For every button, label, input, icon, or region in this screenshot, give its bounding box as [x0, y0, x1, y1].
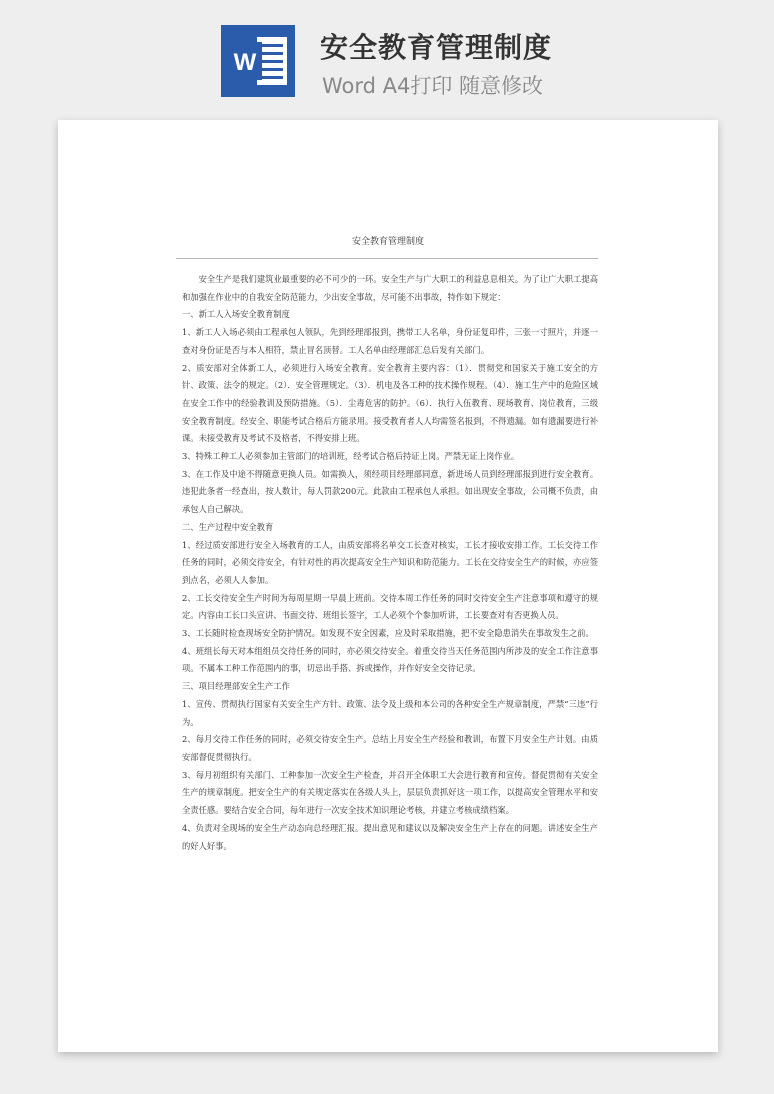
- document-paragraph: 1、新工人入场必须由工程承包人领队，先到经理部报到，携带工人名单，身份证复印件，三张一寸照片，并逐一查对身份证是否与本人相符，禁止冒名顶替。工人名单由经理部汇总后发有关部门。: [182, 327, 598, 355]
- page-title: 安全教育管理制度: [320, 31, 553, 64]
- document-paragraph: 安全生产是我们建筑业最重要的必不可少的一环。安全生产与广大职工的利益息息相关。为了让广大职工提高和加强在作业中的自我安全防范能力，少出安全事故，尽可能不出事故，特作如下规定：: [182, 274, 598, 302]
- document-paragraph: 3、在工作及中途不得随意更换人员。如需换人，须经项目经理部同意，新进场人员到经理部报到进行安全教育。违犯此条者一经查出，按人数计，每人罚款200元。此款由工程承包人承担。如出现安全事故，公司概不负责，由承包人自己解决。: [182, 468, 598, 515]
- document-page: [58, 120, 718, 1052]
- document-paragraph: 2、质安部对全体新工人，必须进行入场安全教育。安全教育主要内容：（1）．贯彻党和国家关于施工安全的方针、政策、法令的规定。（2）．安全管理规定。（3）．机电及各工种的技术操作规程。（4）．施工生产中的危险区域在安全工作中的经验教训及预防措施。（5）．尘毒危害的防护。（6）．执行入伍教育、现场教育、岗位教育，三级安全教育制度。经安全、职能考试合格后方能录用。接受教育者人人均需签名报到，不得遗漏。如有遗漏要进行补课。未接受教育及考试不及格者，不得安排上班。: [182, 362, 598, 444]
- document-paragraph: 3、每月初组织有关部门、工种参加一次安全生产检查，并召开全体职工大会进行教育和宣传。督促贯彻有关安全生产的规章制度。把安全生产的有关规定落实在各级人头上，层层负责抓好这一项工作，以提高安全管理水平和安全责任感。要结合安全合同，每年进行一次安全技术知识理论考核，并建立考核成绩档案。: [182, 769, 598, 816]
- document-paragraph: 3、特殊工种工人必须参加主管部门的培训班，经考试合格后持证上岗。严禁无证上岗作业。: [182, 451, 520, 462]
- document-body: [182, 271, 598, 855]
- document-paragraph: 1、经过质安部进行安全入场教育的工人，由质安部将名单交工长查对核实，工长才接收安排工作。工长交待工作任务的同时，必须交待安全，有针对性的再次提高安全生产知识和防范能力。工长在交待安全生产的时候，亦应签到点名，必须人人参加。: [182, 539, 598, 585]
- document-paragraph: 3、工长随时检查现场安全防护情况。如发现不安全因素，应及时采取措施，把不安全隐患消失在事故发生之前。: [182, 628, 594, 639]
- title-divider: [176, 258, 598, 259]
- document-paragraph: 1、宣传、贯彻执行国家有关安全生产方针、政策、法令及上级和本公司的各种安全生产规章制度，严禁“三违”行为。: [182, 698, 598, 727]
- word-icon-letter: W: [233, 49, 257, 76]
- document-paragraph: 4、负责对全现场的安全生产动态向总经理汇报。提出意见和建议以及解决安全生产上存在的问题。讲述安全生产的好人好事。: [182, 822, 598, 851]
- document-paragraph: 一、新工人入场安全教育制度: [182, 309, 290, 320]
- document-paragraph: 4、班组长每天对本组组员交待任务的同时，亦必须交待安全。着重交待当天任务范围内所涉及的安全工作注意事项。不属本工种工作范围内的事，切忌出手搭、拆或操作，并作好安全交待记录。: [182, 645, 598, 674]
- document-paragraph: 二、生产过程中安全教育: [182, 521, 274, 532]
- document-title: 安全教育管理制度: [351, 237, 424, 247]
- header: [0, 0, 774, 118]
- document-paragraph: 2、每月交待工作任务的同时，必须交待安全生产。总结上月安全生产经验和教训，布置下月安全生产计划。由质安部督促贯彻执行。: [182, 734, 598, 762]
- document-paragraph: 2、工长交待安全生产时间为每周星期一早晨上班前。交待本周工作任务的同时交待安全生产注意事项和遵守的规定。内容由工长口头宣讲、书面交待、班组长签字，工人必须个个参加听讲，工长要查对有否更换人员。: [182, 592, 598, 621]
- document-paragraph: 三、项目经理部安全生产工作: [182, 681, 290, 692]
- page-subtitle: Word A4打印 随意修改: [322, 74, 544, 98]
- word-document-icon: [221, 25, 295, 97]
